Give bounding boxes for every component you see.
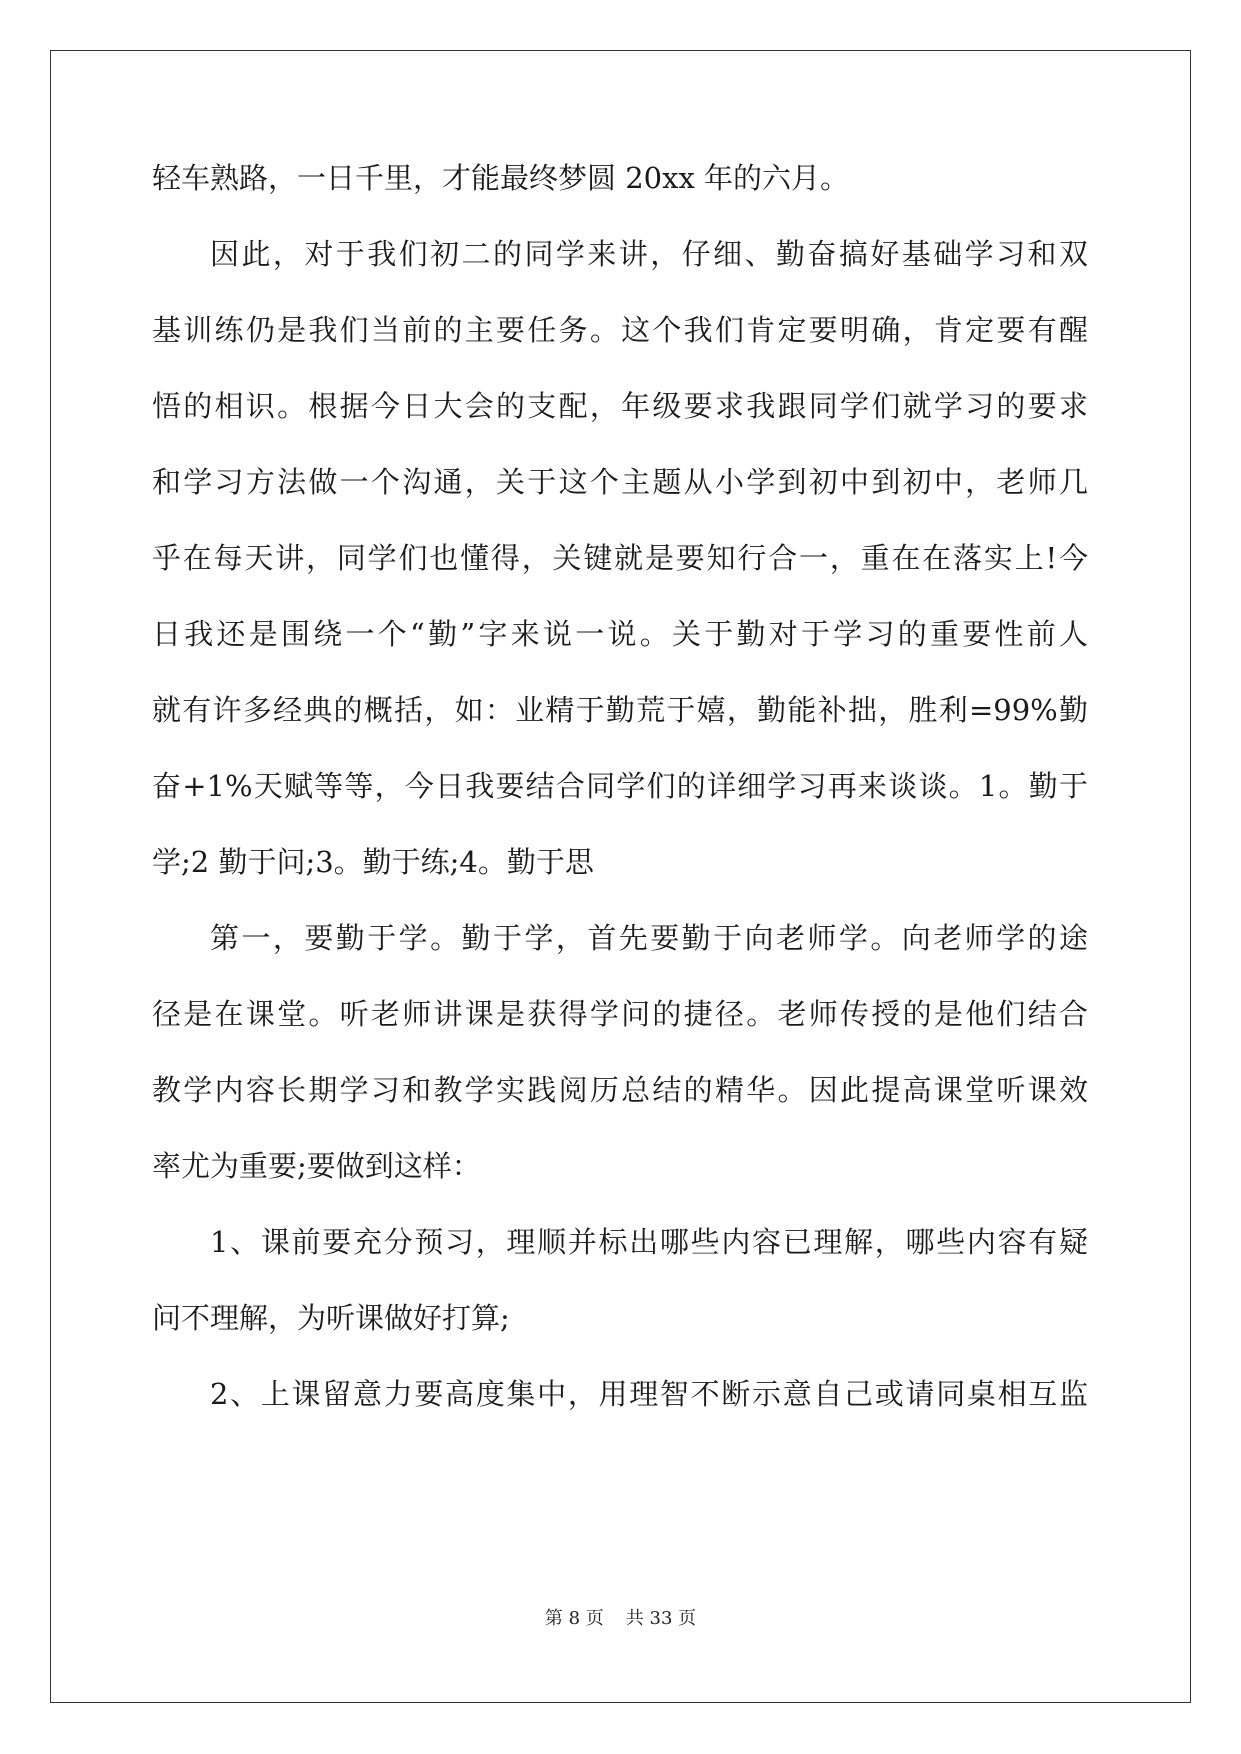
page-total: 共 33 页 bbox=[625, 1608, 697, 1629]
text-line: 教学内容长期学习和教学实践阅历总结的精华。因此提高课堂听课效 bbox=[152, 1073, 1088, 1107]
text-line: 奋+1%天赋等等，今日我要结合同学们的详细学习再来谈谈。1。勤于 bbox=[152, 769, 1088, 803]
text-line: 悟的相识。根据今日大会的支配，年级要求我跟同学们就学习的要求 bbox=[152, 389, 1088, 423]
text-line: 日我还是围绕一个“勤”字来说一说。关于勤对于学习的重要性前人 bbox=[152, 617, 1088, 651]
page-number: 第 8 页 bbox=[544, 1608, 604, 1629]
text-line: 率尤为重要;要做到这样： bbox=[152, 1149, 481, 1183]
text-line: 基训练仍是我们当前的主要任务。这个我们肯定要明确，肯定要有醒 bbox=[152, 313, 1088, 347]
text-line: 就有许多经典的概括，如：业精于勤荒于嬉，勤能补拙，胜利=99%勤 bbox=[152, 693, 1088, 727]
text-line: 乎在每天讲，同学们也懂得，关键就是要知行合一，重在在落实上!今 bbox=[152, 541, 1088, 575]
text-line: 1、课前要充分预习，理顺并标出哪些内容已理解，哪些内容有疑 bbox=[210, 1225, 1088, 1259]
text-line: 第一，要勤于学。勤于学，首先要勤于向老师学。向老师学的途 bbox=[210, 921, 1088, 955]
text-line: 2、上课留意力要高度集中，用理智不断示意自己或请同桌相互监 bbox=[210, 1377, 1088, 1411]
text-line: 轻车熟路，一日千里，才能最终梦圆 20xx 年的六月。 bbox=[152, 161, 850, 195]
text-line: 因此，对于我们初二的同学来讲，仔细、勤奋搞好基础学习和双 bbox=[210, 237, 1088, 271]
text-line: 问不理解，为听课做好打算; bbox=[152, 1301, 510, 1335]
text-line: 学;2 勤于问;3。勤于练;4。勤于思 bbox=[152, 845, 594, 879]
text-line: 径是在课堂。听老师讲课是获得学问的捷径。老师传授的是他们结合 bbox=[152, 997, 1088, 1031]
text-line: 和学习方法做一个沟通，关于这个主题从小学到初中到初中，老师几 bbox=[152, 465, 1088, 499]
page-footer bbox=[0, 1608, 1241, 1630]
